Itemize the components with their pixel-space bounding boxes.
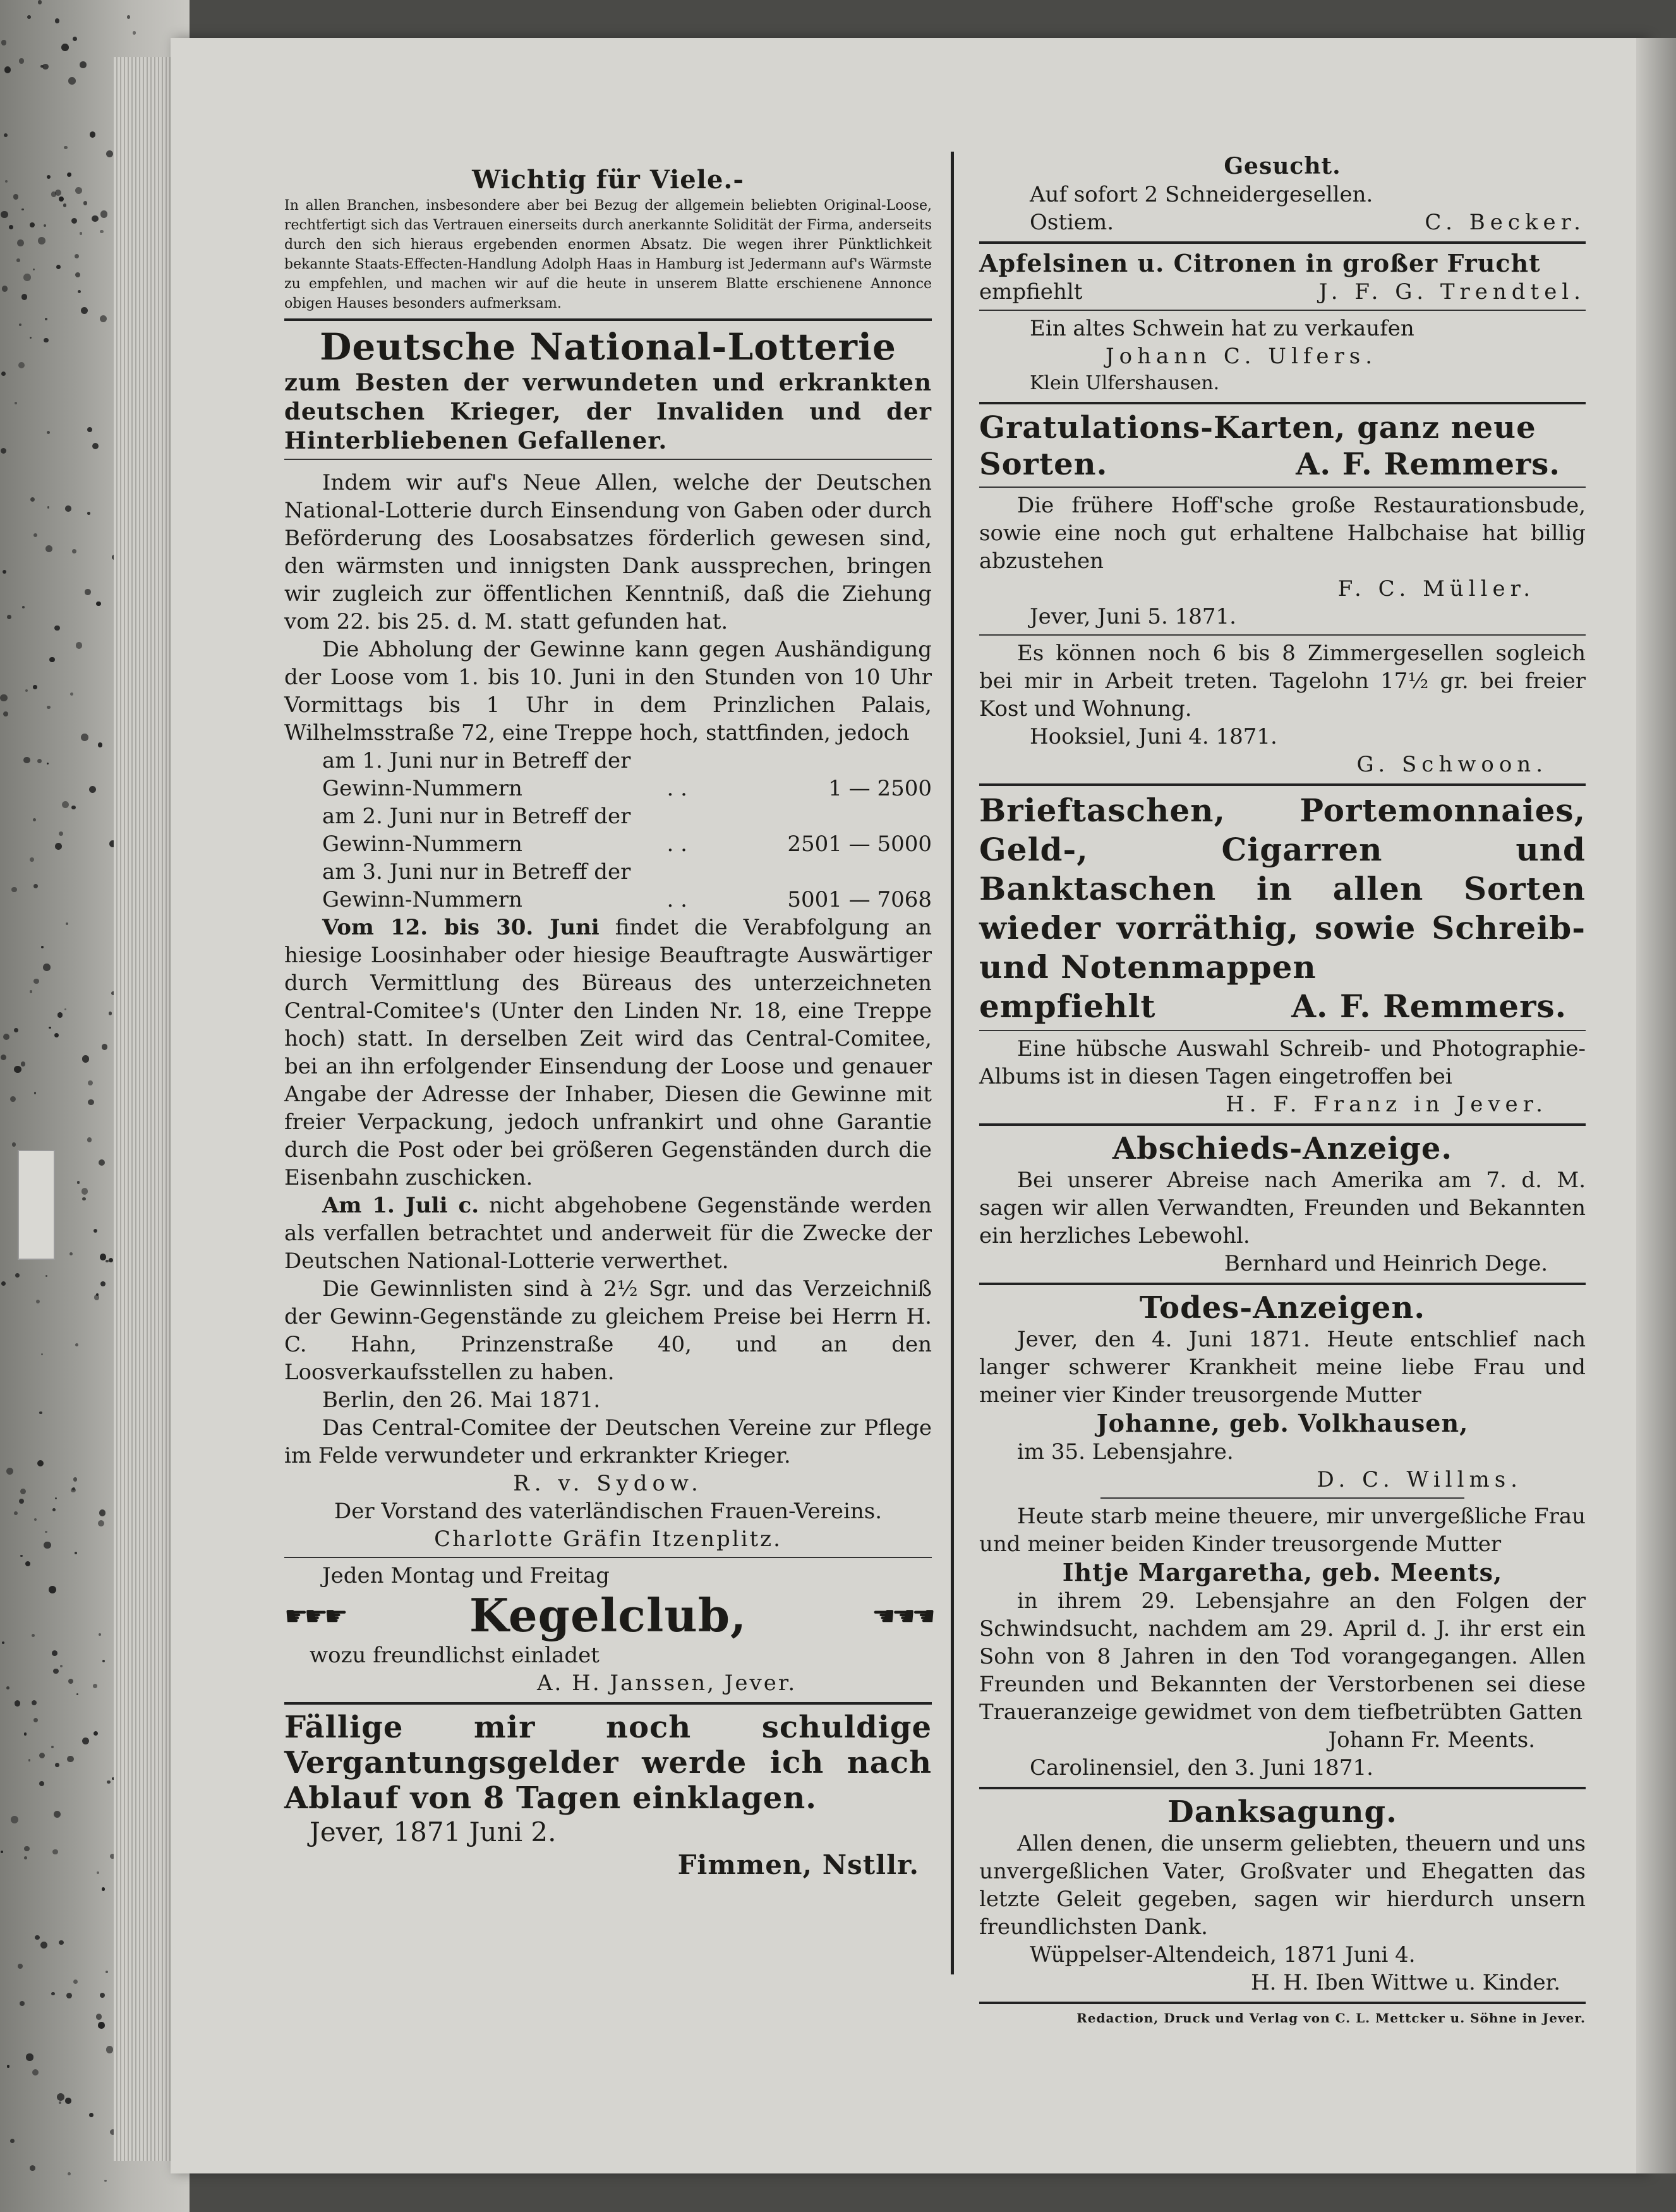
divider (979, 1283, 1586, 1285)
speckle (100, 230, 103, 233)
ad-schwein (979, 315, 1586, 397)
ad-abschied (979, 1131, 1586, 1278)
speckle (71, 218, 77, 224)
wichtig-title: Wichtig für Viele.- (472, 165, 744, 195)
apfelsinen-sign-row (979, 278, 1586, 306)
gratulation-line1: Gratulations-Karten, ganz neue (979, 410, 1536, 445)
speckle (67, 1756, 74, 1763)
schwein-line1: Ein altes Schwein hat zu verkaufen (1030, 316, 1414, 341)
speckle (17, 239, 24, 246)
todes-body1: Jever, den 4. Juni 1871. Heute entschlief nach langer schwerer Krankheit meine liebe Frau und meiner vier Kinder treusorgende Mutter (979, 1327, 1586, 1408)
speckle (93, 1684, 97, 1688)
speckle (21, 209, 24, 211)
speckle (76, 642, 83, 649)
speckle (68, 172, 71, 176)
schedule-label: Gewinn-Nummern (322, 831, 522, 857)
speckle (54, 626, 59, 631)
speckle (65, 2098, 71, 2104)
speckle (7, 2065, 10, 2068)
schedule-dots: . . (666, 776, 687, 801)
speckle (33, 1718, 38, 1722)
speckle (4, 133, 8, 137)
todes-title: Todes-Anzeigen. (1139, 1290, 1426, 1326)
speckle (93, 1229, 97, 1233)
speckle (57, 2093, 64, 2101)
speckle (109, 1012, 112, 1015)
speckle (26, 2053, 33, 2060)
ad-apfelsinen (979, 249, 1586, 306)
speckle (65, 505, 71, 512)
speckle (81, 1188, 88, 1194)
apfelsinen-name: J. F. G. Trendtel. (1318, 279, 1586, 305)
schedule-dots: . . (666, 831, 687, 857)
albums-name: H. F. Franz in Jever. (1226, 1092, 1548, 1117)
speckle (69, 1252, 73, 1255)
speckle (127, 15, 130, 18)
todes-bold2: Ihtje Margaretha, geb. Meents, (1062, 1558, 1503, 1586)
speckle (10, 1096, 16, 1102)
wichtig-body: In allen Branchen, insbesondere aber bei Bezug der allgemein beliebten Original-Loose, rechtfertigt sich das Vertrauen einerseits durch anerkannte Solidität der Firma, anderseits durch den sich hieraus ergebenden enormen Absatz. Die wegen ihrer Pünktlichkeit bekannte Staats-Effecten-Handlung Adolph Haas in Hamburg ist Jedermann auf's Wärmste zu empfehlen, und machen wir auf die heute in unserem Blatte erschienene Annonce obigen Hauses besonders aufmerksam. (284, 198, 932, 311)
speckle (30, 857, 34, 862)
faellige-body: Fällige mir noch schuldige Vergantungsgelder werde ich nach Ablauf von 8 Tagen einklagen. (284, 1710, 932, 1816)
speckle (80, 61, 86, 68)
lotterie-p4-bold: Am 1. Juli c. (322, 1193, 479, 1218)
ad-faellige (284, 1710, 932, 1882)
speckle (45, 318, 47, 320)
speckle (100, 1254, 107, 1260)
lotterie-p4-text: nicht abgehobene Gegenstände werden als verfallen betrachtet und anderweit für die Zwecke der Deutschen National-Lotterie verwerthet. (284, 1193, 932, 1274)
speckle (38, 0, 42, 4)
speckle (53, 1669, 58, 1674)
lotterie-p2: Die Abholung der Gewinne kann gegen Aushändigung der Loose vom 1. bis 10. Juni in den Stunden von 10 Uhr Vormittags bis 1 Uhr in dem Prinzlichen Palais, Wilhelmsstraße 72, eine Treppe hoch, stattfinden, jedoch (284, 637, 932, 746)
speckle (23, 274, 31, 281)
ad-todes (979, 1290, 1586, 1782)
lotterie-p3-bold: Vom 12. bis 30. Juni (322, 915, 600, 940)
dank-title: Danksagung. (1167, 1794, 1397, 1830)
speckle (98, 742, 102, 747)
zimmer-name: G. Schwoon. (1356, 752, 1548, 777)
speckle (64, 146, 67, 149)
speckle (19, 323, 21, 326)
speckle (39, 1753, 45, 1758)
speckle (39, 1411, 42, 1414)
pointing-hand-right-icon: ☛☛☛ (284, 1600, 344, 1631)
speckle (44, 224, 46, 227)
kegel-name: A. H. Janssen, Jever. (537, 1671, 797, 1696)
abschied-name: Bernhard und Heinrich Dege. (1224, 1251, 1548, 1276)
speckle (33, 685, 37, 689)
speckle (55, 843, 62, 850)
speckle (55, 18, 59, 23)
speckle (90, 131, 95, 137)
abschied-title: Abschieds-Anzeige. (1112, 1131, 1453, 1166)
pointing-hand-left-icon: ☚☚☚ (872, 1600, 932, 1631)
speckle (96, 601, 100, 606)
lotterie-p4 (284, 1192, 932, 1275)
right-column (979, 152, 1586, 2027)
speckle (14, 1066, 21, 1073)
speckle (30, 222, 35, 227)
speckle (66, 1993, 72, 1998)
todes-body2b: in ihrem 29. Lebensjahre an den Folgen der Schwindsucht, nachdem am 29. April d. J. ihr erst ein Sohn von 8 Jahren in den Tod vorangegangen. Allen Freunden und Bekannten der Verstorbenen sei diese Traueranzeige gewidmet von dem tiefbetrübten Gatten (979, 1588, 1586, 1725)
schedule-dots: . . (666, 887, 687, 912)
ad-gratulation (979, 409, 1586, 483)
faellige-date: Jever, 1871 Juni 2. (310, 1816, 557, 1847)
albums-body: Eine hübsche Auswahl Schreib- und Photographie-Albums ist in diesen Tagen eingetroffen bei (979, 1036, 1586, 1089)
speckle (12, 1142, 16, 1146)
speckle (89, 786, 96, 793)
apfelsinen-line2: empfiehlt (979, 279, 1083, 305)
speckle (88, 1080, 93, 1085)
speckle (85, 589, 90, 595)
speckle (82, 1055, 90, 1063)
divider (979, 1123, 1586, 1126)
speckle (2, 286, 8, 291)
divider (1100, 1497, 1464, 1499)
speckle (87, 1137, 92, 1142)
ad-kegelclub (284, 1562, 932, 1697)
speckle (18, 1964, 23, 1969)
apfelsinen-line1: Apfelsinen u. Citronen in großer Frucht (979, 249, 1541, 277)
speckle (37, 1460, 44, 1466)
kegel-title-row (284, 1590, 932, 1641)
dank-name: H. H. Iben Wittwe u. Kinder. (1250, 1970, 1560, 1995)
speckle (39, 1781, 44, 1786)
ad-zimmergesellen (979, 639, 1586, 778)
speckle (81, 307, 88, 314)
speckle (13, 194, 19, 200)
speckle (44, 1542, 51, 1549)
divider (979, 2002, 1586, 2004)
speckle (2, 1641, 4, 1644)
divider (284, 318, 932, 321)
speckle (27, 15, 31, 19)
schedule-line: am 3. Juni nur in Betreff der (322, 859, 631, 885)
gesucht-line1: Auf sofort 2 Schneidergesellen. (1030, 182, 1373, 207)
lotterie-sig1-name: R. v. Sydow. (513, 1471, 703, 1496)
schedule-range: 1 — 2500 (828, 776, 932, 801)
gesucht-title: Gesucht. (1224, 153, 1341, 179)
lotterie-sig1: Das Central-Comitee der Deutschen Vereine zur Pflege im Felde verwundeter und erkrankter Krieger. (284, 1415, 932, 1468)
bude-date: Jever, Juni 5. 1871. (1030, 604, 1236, 629)
speckle (62, 801, 69, 808)
ad-gesucht (979, 152, 1586, 236)
ad-restaurationsbude (979, 492, 1586, 631)
speckle (63, 203, 66, 207)
gratulation-line2: Sorten. (979, 447, 1108, 482)
lotterie-subtitle: zum Besten der verwundeten und erkrankten deutschen Krieger, der Invaliden und der Hinterbliebenen Gefallener. (284, 368, 932, 454)
divider (284, 1557, 932, 1558)
schedule-range: 2501 — 5000 (787, 831, 932, 857)
speckle (4, 66, 11, 73)
lotterie-p3-text: findet die Verabfolgung an hiesige Loosinhaber oder hiesige Beauftragte Auswärtiger durch Vermittlung des Büreaus des unterzeichneten Central-Comitee's (Unter den Linden Nr. 18, eine Treppe hoch) statt. In derselben Zeit wird das Central-Comitee, bei an ihn erfolgender Einsendung der Loose und genauer Angabe der Adresse der Inhaber, Diesen die Gewinne mit freier Verpackung, jedoch unfrankirt und ohne Garantie durch die Post oder bei größeren Gegenständen durch die Eisenbahn zuschicken. (284, 915, 932, 1190)
kegel-line1: Jeden Montag und Freitag (322, 1563, 610, 1588)
speckle (106, 1971, 108, 1973)
todes-date2: Carolinensiel, den 3. Juni 1871. (1030, 1755, 1373, 1780)
speckle (47, 706, 50, 709)
page-tab (18, 1150, 55, 1260)
lotterie-date: Berlin, den 26. Mai 1871. (322, 1387, 601, 1413)
speckle (49, 1586, 56, 1593)
left-column (284, 164, 932, 1882)
speckle (71, 806, 76, 810)
speckle (33, 979, 39, 984)
speckle (94, 1295, 99, 1300)
speckle (20, 1555, 22, 1557)
zimmer-body: Es können noch 6 bis 8 Zimmergesellen sogleich bei mir in Arbeit treten. Tagelohn 17½ gr. bei freier Kost und Wohnung. (979, 641, 1586, 722)
schwein-place: Klein Ulfershausen. (1030, 372, 1220, 394)
page-right-edge (1636, 38, 1676, 2173)
lotterie-sig2-name: Charlotte Gräfin Itzenplitz. (434, 1526, 782, 1552)
divider (979, 241, 1586, 244)
todes-body2: Heute starb meine theuere, mir unvergeßliche Frau und meiner beiden Kinder treusorgende Mutter (979, 1504, 1586, 1557)
speckle (60, 1665, 63, 1667)
brieftaschen-tail: empfiehlt (979, 988, 1156, 1025)
speckle (59, 1940, 64, 1945)
ad-wichtig (284, 164, 932, 313)
lotterie-p1: Indem wir auf's Neue Allen, welche der Deutschen National-Lotterie durch Einsendung von Gaben oder durch Beförderung des Loosabsatzes förderlich gewesen sind, den wärmsten und innigsten Dank aussprechen, bringen wir zugleich zur öffentlichen Kenntniß, daß die Ziehung vom 22. bis 25. d. M. statt gefunden hat. (284, 470, 932, 634)
divider (284, 1702, 932, 1705)
ad-danksagung (979, 1794, 1586, 1997)
speckle (30, 990, 32, 993)
ad-national-lotterie (284, 326, 932, 1553)
speckle (52, 1650, 57, 1656)
speckle (107, 1780, 110, 1784)
speckle (70, 692, 73, 696)
speckle (72, 549, 76, 553)
ad-albums (979, 1035, 1586, 1118)
brieftaschen-body: Brieftaschen, Portemonnaies, Geld-, Cigarren und Banktaschen in allen Sorten wieder vorräthig, sowie Schreib- und Notenmappen (979, 792, 1586, 986)
lotterie-p5: Die Gewinnlisten sind à 2½ Sgr. und das Verzeichniß der Gewinn-Gegenstände zu gleichem Preise bei Herrn H. C. Hahn, Prinzenstraße 40, und an den Loosverkaufsstellen zu haben. (284, 1276, 932, 1385)
speckle (68, 77, 76, 85)
kegel-line2: wozu freundlichst einladet (310, 1643, 600, 1668)
speckle (47, 431, 50, 434)
speckle (30, 2165, 35, 2171)
speckle (75, 1552, 76, 1554)
schedule-line: am 2. Juni nur in Betreff der (322, 804, 631, 829)
lotterie-sig2: Der Vorstand des vaterländischen Frauen-Vereins. (334, 1499, 882, 1524)
speckle (18, 362, 25, 368)
speckle (24, 1732, 27, 1735)
speckle (28, 1759, 31, 1762)
speckle (10, 2139, 15, 2143)
speckle (33, 269, 35, 270)
speckle (43, 964, 51, 971)
speckle (54, 1811, 61, 1818)
divider (979, 783, 1586, 786)
speckle (52, 1849, 58, 1855)
column-divider (951, 152, 954, 1974)
speckle (87, 512, 90, 515)
divider (979, 402, 1586, 404)
ad-brieftaschen (979, 791, 1586, 1026)
divider (979, 487, 1586, 488)
speckle (96, 2014, 102, 2019)
speckle (1, 1281, 6, 1286)
brieftaschen-sign-row (979, 987, 1586, 1026)
schedule-line: am 1. Juni nur in Betreff der (322, 748, 631, 773)
speckle (104, 2180, 106, 2182)
speckle (15, 1273, 20, 1278)
speckle (80, 232, 82, 234)
speckle (102, 1887, 105, 1890)
bude-body: Die frühere Hoff'sche große Restaurationsbude, sowie eine noch gut erhaltene Halbchaise hat billig abzustehen (979, 493, 1586, 574)
speckle (1, 1055, 6, 1060)
bude-name: F. C. Müller. (1337, 576, 1535, 601)
speckle (35, 1935, 40, 1940)
todes-body1b: im 35. Lebensjahre. (1017, 1439, 1234, 1465)
speckle (3, 570, 6, 574)
divider (979, 1787, 1586, 1789)
speckle (15, 1700, 21, 1707)
divider (979, 310, 1586, 311)
lotterie-p3 (284, 914, 932, 1192)
speckle (98, 1520, 104, 1526)
todes-name2: Johann Fr. Meents. (1328, 1727, 1535, 1753)
speckle (100, 1281, 106, 1286)
speckle (33, 818, 36, 821)
speckle (14, 1511, 18, 1515)
gesucht-name: C. Becker. (1425, 210, 1586, 235)
speckle (21, 1061, 25, 1066)
speckle (89, 2113, 93, 2117)
speckle (42, 64, 49, 70)
schedule-label: Gewinn-Nummern (322, 776, 522, 801)
schedule-range: 5001 — 7068 (787, 887, 932, 912)
abschied-body: Bei unserer Abreise nach Amerika am 7. d. M. sagen wir allen Verwandten, Freunden und Bekannten ein herzliches Lebewohl. (979, 1168, 1586, 1248)
divider (979, 1030, 1586, 1031)
divider (284, 459, 932, 460)
speckle (16, 258, 20, 262)
lotterie-title: Deutsche National-Lotterie (320, 325, 896, 368)
speckle (55, 1497, 57, 1499)
speckle (98, 2022, 104, 2028)
speckle (24, 1846, 29, 1851)
speckle (49, 657, 55, 663)
todes-name1: D. C. Willms. (1317, 1467, 1522, 1492)
todes-bold1: Johanne, geb. Volkhausen, (1096, 1409, 1469, 1437)
imprint: Redaction, Druck und Verlag von C. L. Mettcker u. Söhne in Jever. (1076, 2010, 1586, 2026)
speckle (97, 1871, 99, 1874)
speckle (99, 1633, 101, 1636)
speckle (38, 237, 45, 245)
dank-body: Allen denen, die unserm geliebten, theuern und uns unvergeßlichen Vater, Großvater und Ehegatten das letzte Geleit gegeben, sagen wir hierdurch unsern freundlichsten Dank. (979, 1831, 1586, 1940)
speckle (1, 211, 8, 219)
speckle (51, 191, 56, 196)
speckle (106, 1260, 109, 1263)
zimmer-date: Hooksiel, Juni 4. 1871. (1030, 724, 1277, 749)
divider (979, 634, 1586, 636)
lotterie-schedule (284, 747, 932, 914)
dank-date: Wüppelser-Altendeich, 1871 Juni 4. (1030, 1942, 1416, 1967)
schwein-name: Johann C. Ulfers. (1106, 344, 1378, 369)
speckle (1, 448, 6, 454)
schedule-label: Gewinn-Nummern (322, 887, 522, 912)
speckle (19, 58, 25, 64)
brieftaschen-name: A. F. Remmers. (1291, 988, 1567, 1025)
speckle (92, 443, 99, 449)
speckle (57, 1012, 63, 1018)
faellige-name: Fimmen, Nstllr. (677, 1849, 919, 1880)
speckle (11, 887, 17, 893)
speckle (9, 225, 13, 229)
speckle (102, 1044, 107, 1049)
gesucht-sign-row (979, 209, 1586, 236)
speckle (92, 215, 98, 222)
speckle (73, 1477, 78, 1482)
speckle (20, 1489, 26, 1494)
speckle (21, 294, 28, 300)
gratulation-name: A. F. Remmers. (1296, 447, 1560, 482)
speckle (15, 402, 17, 404)
gratulation-sign-row (979, 446, 1586, 483)
speckle (23, 757, 30, 763)
gesucht-place: Ostiem. (1030, 210, 1114, 235)
speckle (81, 734, 88, 741)
speckle (52, 1508, 56, 1511)
speckle (61, 44, 69, 51)
speckle (47, 175, 51, 179)
kegel-title: Kegelclub, (469, 1588, 747, 1642)
speckle (82, 1197, 86, 1201)
speckle (66, 922, 68, 925)
